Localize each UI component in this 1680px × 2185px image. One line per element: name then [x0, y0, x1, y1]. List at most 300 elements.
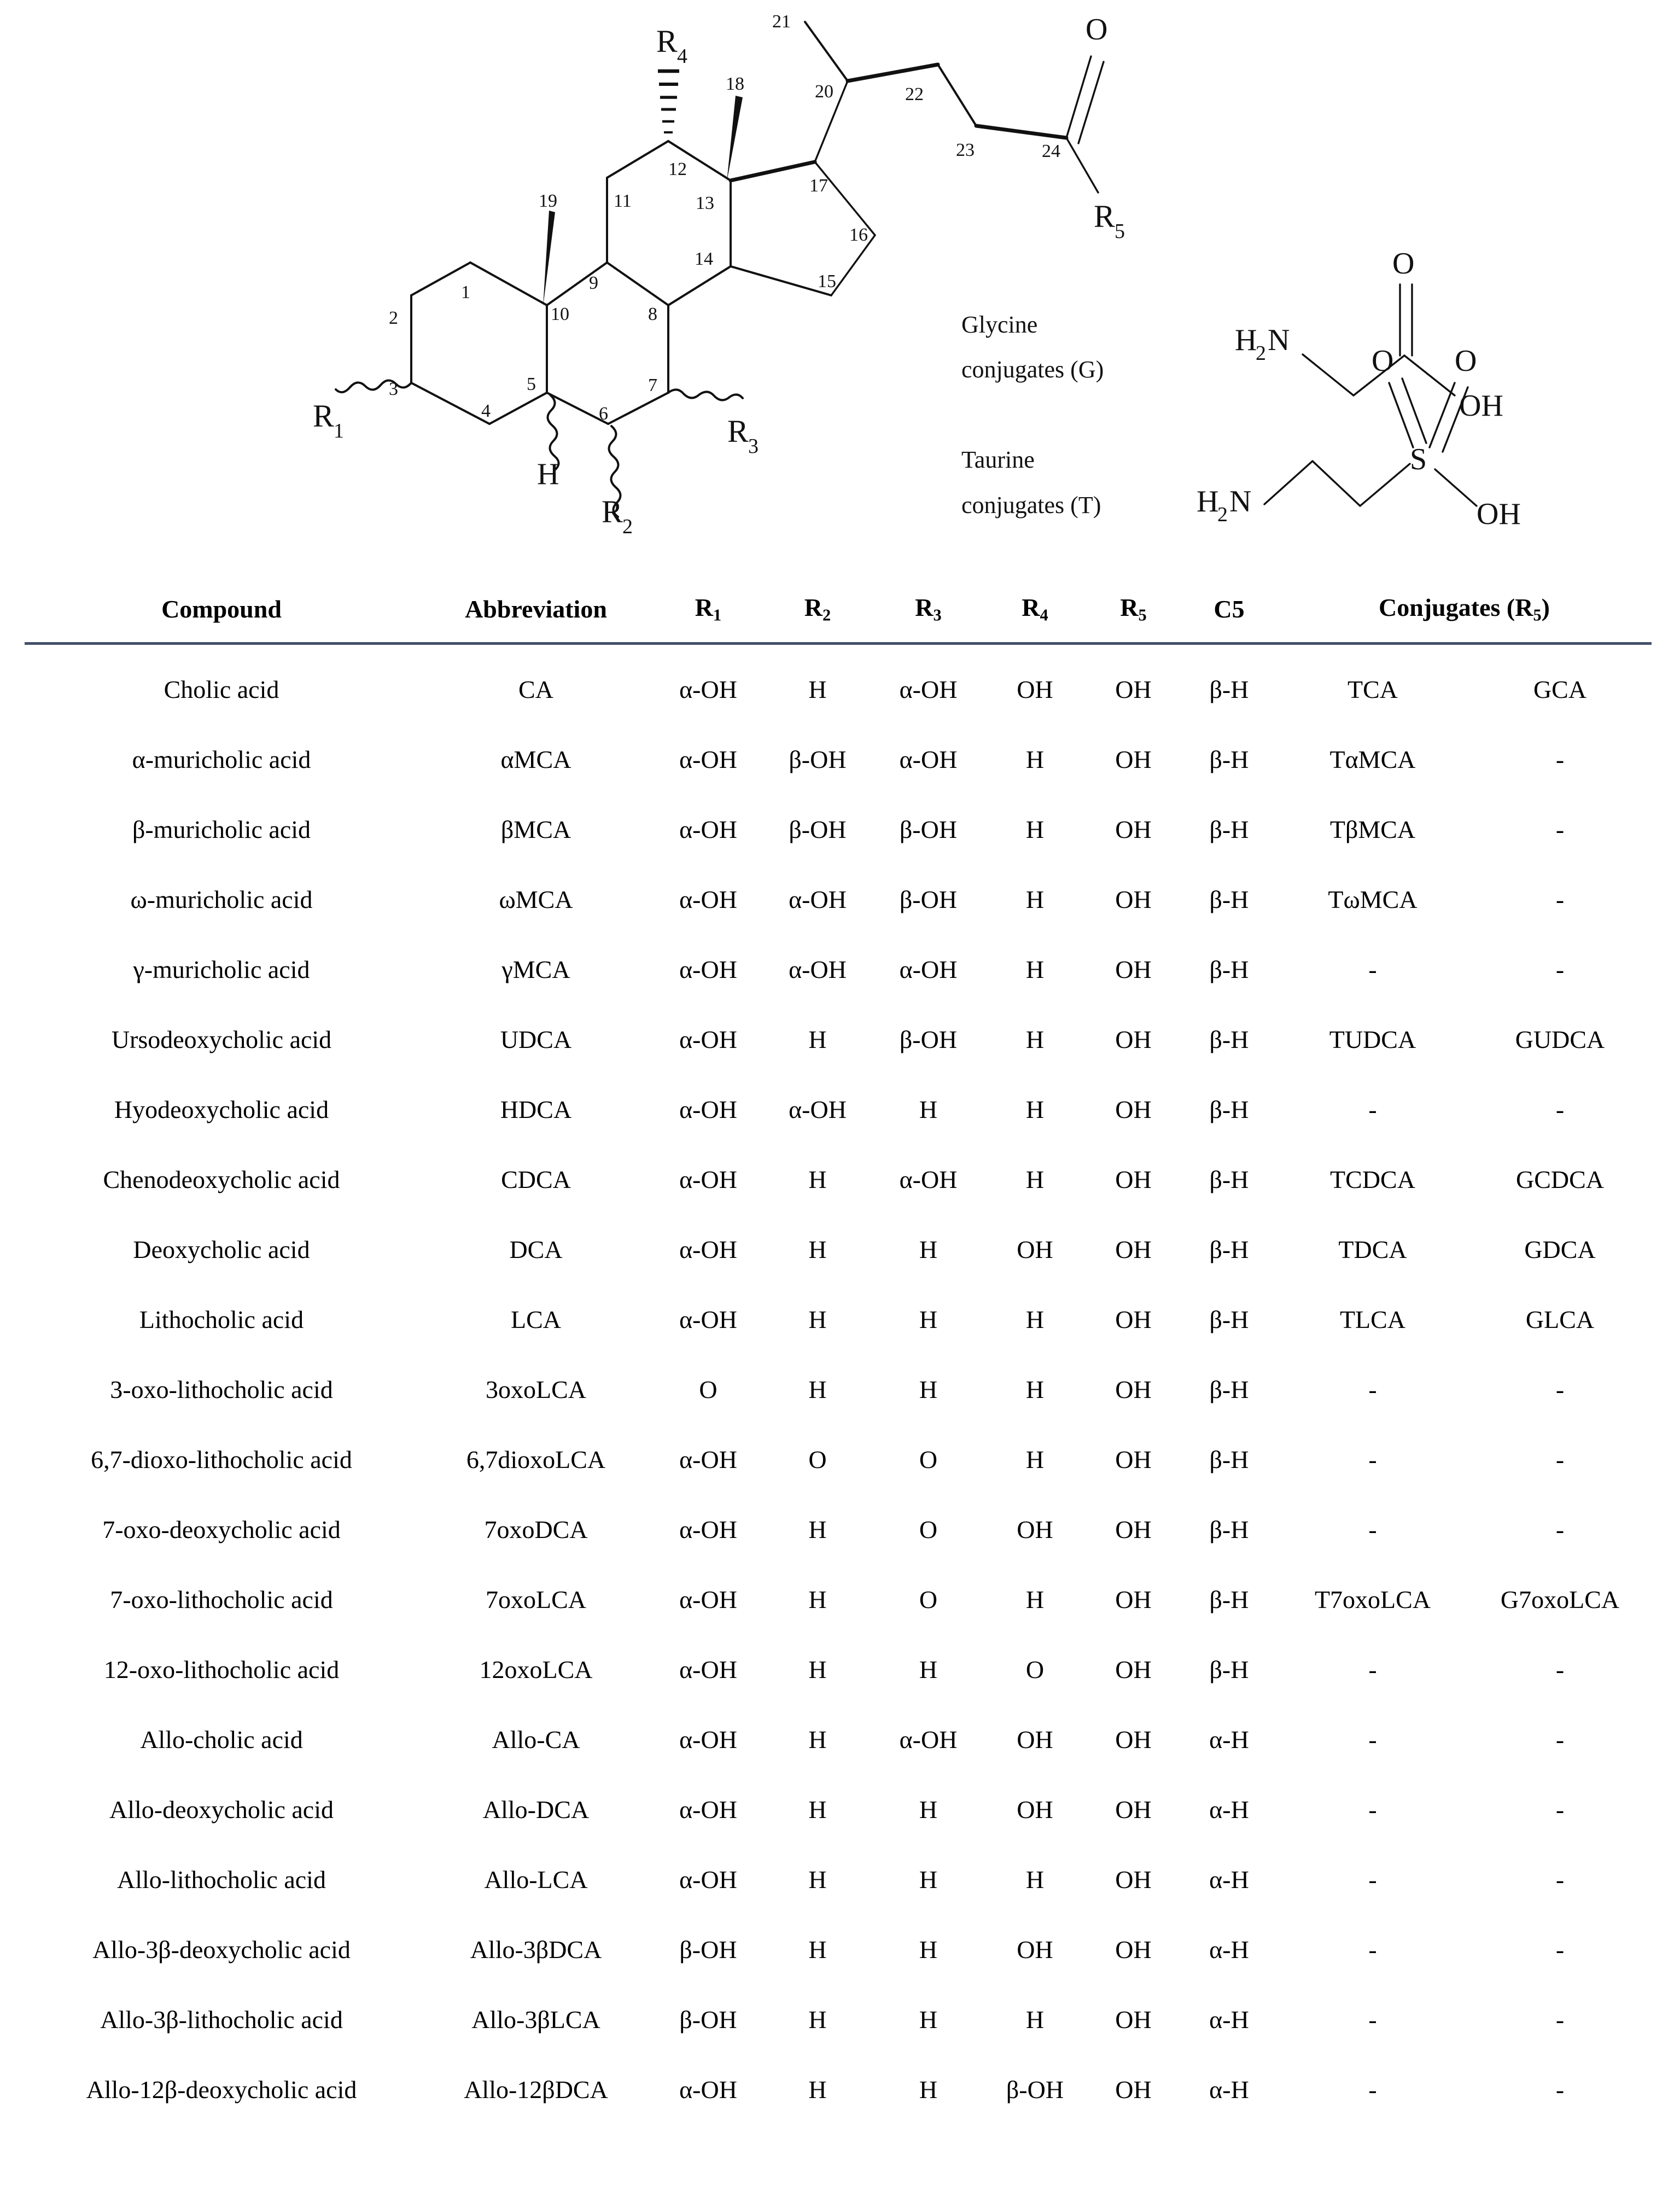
table-row: [25, 865, 1652, 935]
cell-r1: α-OH: [679, 885, 737, 913]
cell-r3: H: [919, 1375, 938, 1403]
cell-c5: β-H: [1209, 815, 1249, 843]
column-header-r5: [1086, 580, 1181, 644]
side-chain: [805, 22, 1104, 193]
glycine-n-atom: N: [1268, 323, 1290, 357]
cell-abbreviation: Allo-LCA: [484, 1865, 588, 1893]
cell-compound: 7-oxo-lithocholic acid: [110, 1585, 333, 1613]
cell-compound: Deoxycholic acid: [133, 1235, 310, 1263]
cell-c5: β-H: [1209, 1025, 1249, 1053]
taurine-n-atom: N: [1229, 485, 1252, 518]
cell-r1: α-OH: [679, 1655, 737, 1683]
taurine-o-atom-2: O: [1455, 344, 1477, 378]
cell-g-conjugate: -: [1555, 1095, 1565, 1123]
cell-abbreviation: 7oxoLCA: [486, 1585, 586, 1613]
r2-header-sub: 2: [822, 605, 831, 625]
cell-r2: H: [808, 2005, 827, 2033]
taurine-label-line1: Taurine: [961, 446, 1035, 473]
cell-compound: β-muricholic acid: [132, 815, 311, 843]
cell-r2: H: [808, 1165, 827, 1193]
cell-compound: 6,7-dioxo-lithocholic acid: [91, 1445, 352, 1473]
table-row: [25, 1705, 1652, 1775]
cell-abbreviation: Allo-CA: [492, 1725, 580, 1753]
table-body: [25, 644, 1652, 2125]
cell-r4: OH: [1017, 1235, 1053, 1263]
cell-r3: H: [919, 1305, 938, 1333]
cell-g-conjugate: -: [1555, 2075, 1565, 2104]
table-row: [25, 1425, 1652, 1495]
carbon-label-22: 22: [905, 84, 924, 104]
taurine-s-atom: S: [1410, 442, 1427, 476]
cell-r3: α-OH: [899, 1165, 958, 1193]
cell-g-conjugate: GCA: [1533, 675, 1587, 703]
r5-letter: R: [1094, 199, 1115, 234]
r2-letter: R: [602, 494, 623, 529]
taurine-h2-subscript: 2: [1217, 503, 1228, 526]
cell-compound: Allo-12β-deoxycholic acid: [86, 2075, 357, 2104]
cell-r5: OH: [1115, 955, 1152, 983]
ring-a: [411, 263, 547, 424]
cell-r2: H: [808, 1865, 827, 1893]
table-header-row: [25, 580, 1652, 644]
column-header-c5: C5: [1214, 595, 1245, 623]
cell-compound: 12-oxo-lithocholic acid: [103, 1655, 340, 1683]
cell-t-conjugate: -: [1368, 955, 1377, 983]
r4-header-sub: 4: [1040, 605, 1048, 625]
cell-abbreviation: 3oxoLCA: [486, 1375, 586, 1403]
cell-t-conjugate: -: [1368, 1445, 1377, 1473]
carbon-label-5: 5: [527, 374, 536, 394]
cell-r2: α-OH: [789, 955, 847, 983]
cell-r1: α-OH: [679, 1165, 737, 1193]
table-row: [25, 935, 1652, 1005]
glycine-label-line1: Glycine: [961, 311, 1038, 338]
table-row: [25, 1635, 1652, 1705]
cell-compound: Lithocholic acid: [139, 1305, 304, 1333]
r3-header-letter: R: [915, 593, 934, 621]
carbon-label-9: 9: [589, 273, 598, 293]
cell-r3: β-OH: [899, 885, 958, 913]
cell-g-conjugate: GDCA: [1524, 1235, 1596, 1263]
cell-compound: ω-muricholic acid: [130, 885, 313, 913]
table-row: [25, 725, 1652, 795]
carbon-label-24: 24: [1042, 141, 1060, 161]
cell-r5: OH: [1115, 2075, 1152, 2104]
cell-t-conjugate: -: [1368, 1375, 1377, 1403]
cell-abbreviation: Allo-3βLCA: [471, 2005, 600, 2033]
cell-compound: Allo-lithocholic acid: [117, 1865, 326, 1893]
cell-r4: H: [1025, 1095, 1045, 1123]
taurine-o-atom-1: O: [1372, 344, 1394, 378]
cell-t-conjugate: -: [1368, 1865, 1377, 1893]
cell-r5: OH: [1115, 1095, 1152, 1123]
cell-abbreviation: HDCA: [500, 1095, 572, 1123]
cell-r2: O: [808, 1445, 827, 1473]
cell-r1: α-OH: [679, 1025, 737, 1053]
bile-acid-skeleton-svg: [0, 0, 1680, 574]
c18-wedge-bond: [727, 96, 743, 182]
structure-diagram-region: [0, 0, 1680, 574]
cell-r1: α-OH: [679, 1515, 737, 1543]
cell-compound: Chenodeoxycholic acid: [103, 1165, 340, 1193]
cell-r1: α-OH: [679, 1235, 737, 1263]
c12-r4-hashed-bond: [658, 71, 679, 132]
cell-r5: OH: [1115, 675, 1152, 703]
cell-r1: α-OH: [679, 1865, 737, 1893]
cell-t-conjugate: TωMCA: [1328, 885, 1418, 913]
table-header: [25, 580, 1652, 644]
glycine-label-line2: conjugates (G): [961, 356, 1104, 383]
r1-subscript: 1: [334, 419, 344, 442]
cell-c5: β-H: [1209, 955, 1249, 983]
carbon-label-3: 3: [389, 379, 398, 399]
taurine-h-atom: H: [1197, 485, 1219, 518]
cell-r3: β-OH: [899, 815, 958, 843]
cell-abbreviation: αMCA: [500, 745, 571, 773]
cell-compound: 3-oxo-lithocholic acid: [110, 1375, 333, 1403]
column-header-conjugates: [1277, 580, 1652, 644]
carbon-label-20: 20: [815, 81, 833, 102]
cell-c5: β-H: [1209, 745, 1249, 773]
cell-c5: β-H: [1209, 1585, 1249, 1613]
cell-r3: α-OH: [899, 955, 958, 983]
cell-r4: β-OH: [1006, 2075, 1064, 2104]
cell-abbreviation: UDCA: [500, 1025, 572, 1053]
cell-r3: H: [919, 2005, 938, 2033]
cell-r3: O: [919, 1585, 938, 1613]
r1-wavy-bond: [336, 380, 411, 392]
cell-r3: H: [919, 1935, 938, 1963]
c5-hydrogen-label: H: [537, 457, 559, 491]
cell-abbreviation: CDCA: [501, 1165, 571, 1193]
cell-r2: H: [808, 1585, 827, 1613]
cell-c5: α-H: [1209, 1865, 1249, 1893]
cell-r1: O: [699, 1375, 718, 1403]
cell-c5: β-H: [1209, 1235, 1249, 1263]
cell-r5: OH: [1115, 1585, 1152, 1613]
cell-r5: OH: [1115, 1445, 1152, 1473]
table-row: [25, 1985, 1652, 2055]
cell-compound: 7-oxo-deoxycholic acid: [102, 1515, 341, 1543]
cell-r4: H: [1025, 885, 1045, 913]
label-r3: [727, 413, 759, 458]
cell-r4: H: [1025, 955, 1045, 983]
cell-r4: H: [1025, 1025, 1045, 1053]
cell-t-conjugate: -: [1368, 1935, 1377, 1963]
cell-t-conjugate: -: [1368, 2075, 1377, 2104]
carbon-label-21: 21: [772, 11, 791, 32]
r1-letter: R: [313, 398, 334, 434]
table-row: [25, 1845, 1652, 1915]
table-row: [25, 2055, 1652, 2125]
cell-r2: H: [808, 675, 827, 703]
cell-r4: OH: [1017, 1935, 1053, 1963]
cell-g-conjugate: GCDCA: [1515, 1165, 1605, 1193]
cell-r2: α-OH: [789, 885, 847, 913]
carbon-label-8: 8: [648, 304, 657, 324]
carbon-label-14: 14: [695, 249, 713, 269]
column-header-compound: Compound: [161, 595, 282, 623]
cell-c5: β-H: [1209, 1375, 1249, 1403]
r3-subscript: 3: [748, 435, 759, 458]
cell-compound: Allo-cholic acid: [140, 1725, 303, 1753]
cell-r3: α-OH: [899, 1725, 958, 1753]
taurine-amine-label: [1197, 485, 1251, 526]
cell-r3: β-OH: [899, 1025, 958, 1053]
table-row: [25, 1005, 1652, 1075]
carbon-label-18: 18: [726, 74, 744, 94]
cell-c5: α-H: [1209, 1795, 1249, 1823]
cell-r4: H: [1025, 1375, 1045, 1403]
cell-r1: α-OH: [679, 2075, 737, 2104]
cell-r5: OH: [1115, 745, 1152, 773]
cell-r2: H: [808, 1515, 827, 1543]
label-r2: [602, 494, 633, 538]
cell-r2: H: [808, 1655, 827, 1683]
cell-t-conjugate: -: [1368, 1655, 1377, 1683]
cell-compound: Ursodeoxycholic acid: [111, 1025, 332, 1053]
cell-compound: Allo-3β-lithocholic acid: [100, 2005, 343, 2033]
r4-letter: R: [656, 24, 678, 59]
carbonyl-oxygen-label: O: [1086, 13, 1108, 46]
cell-r4: H: [1025, 1165, 1045, 1193]
column-header-r4: [984, 580, 1086, 644]
cell-t-conjugate: TβMCA: [1329, 815, 1416, 843]
carbon-label-17: 17: [809, 176, 828, 196]
cell-r4: OH: [1017, 1515, 1053, 1543]
cell-t-conjugate: -: [1368, 2005, 1377, 2033]
cell-abbreviation: CA: [518, 675, 553, 703]
cell-r4: H: [1025, 1305, 1045, 1333]
cell-c5: β-H: [1209, 885, 1249, 913]
cell-g-conjugate: -: [1555, 1515, 1565, 1543]
carbon-label-7: 7: [648, 375, 657, 395]
cell-r2: H: [808, 1935, 827, 1963]
table-row: [25, 644, 1652, 725]
cell-compound: Allo-deoxycholic acid: [109, 1795, 334, 1823]
conjugates-header-text: Conjugates (R: [1379, 593, 1533, 621]
cell-abbreviation: 6,7dioxoLCA: [466, 1445, 606, 1473]
cell-r5: OH: [1115, 885, 1152, 913]
cell-t-conjugate: -: [1368, 1515, 1377, 1543]
cell-abbreviation: βMCA: [500, 815, 571, 843]
cell-r1: α-OH: [679, 1585, 737, 1613]
glycine-carbonyl-o-atom: O: [1392, 247, 1415, 281]
r1-header-sub: 1: [713, 605, 722, 625]
cell-r2: H: [808, 1375, 827, 1403]
cell-r1: α-OH: [679, 815, 737, 843]
cell-r3: α-OH: [899, 745, 958, 773]
cell-c5: β-H: [1209, 675, 1249, 703]
cell-g-conjugate: -: [1555, 1375, 1565, 1403]
carbon-label-4: 4: [481, 401, 491, 421]
cell-r3: H: [919, 1795, 938, 1823]
cell-abbreviation: LCA: [511, 1305, 561, 1333]
table-row: [25, 1775, 1652, 1845]
carbon-label-12: 12: [668, 159, 687, 179]
carbon-label-16: 16: [849, 225, 868, 245]
table-row: [25, 1495, 1652, 1565]
carbon-label-6: 6: [599, 404, 608, 424]
cell-r5: OH: [1115, 1935, 1152, 1963]
cell-r5: OH: [1115, 1235, 1152, 1263]
taurine-label-line2: conjugates (T): [961, 492, 1101, 518]
r3-header-sub: 3: [933, 605, 942, 625]
carbon-label-11: 11: [614, 191, 632, 211]
cell-c5: β-H: [1209, 1655, 1249, 1683]
cell-t-conjugate: T7oxoLCA: [1314, 1585, 1431, 1613]
table-row: [25, 1355, 1652, 1425]
table-row: [25, 1285, 1652, 1355]
carbon-label-23: 23: [956, 140, 975, 160]
cell-g-conjugate: -: [1555, 1445, 1565, 1473]
cell-r2: H: [808, 1725, 827, 1753]
cell-r3: H: [919, 1095, 938, 1123]
cell-r5: OH: [1115, 1655, 1152, 1683]
glycine-amine-label: [1235, 323, 1290, 365]
cell-r2: H: [808, 1025, 827, 1053]
cell-r2: β-OH: [789, 745, 847, 773]
cell-abbreviation: Allo-DCA: [482, 1795, 590, 1823]
cell-g-conjugate: -: [1555, 885, 1565, 913]
cell-r1: α-OH: [679, 1795, 737, 1823]
cell-g-conjugate: -: [1555, 1795, 1565, 1823]
r5-header-letter: R: [1120, 593, 1139, 621]
cell-g-conjugate: -: [1555, 2005, 1565, 2033]
cell-g-conjugate: -: [1555, 1725, 1565, 1753]
cell-r3: H: [919, 1865, 938, 1893]
cell-abbreviation: Allo-3βDCA: [470, 1935, 602, 1963]
table-row: [25, 1915, 1652, 1985]
r3-letter: R: [727, 413, 749, 449]
cell-r3: H: [919, 1235, 938, 1263]
glycine-conjugate-group: [961, 247, 1503, 423]
cell-r4: OH: [1017, 1795, 1053, 1823]
cell-t-conjugate: -: [1368, 1095, 1377, 1123]
carbon-label-10: 10: [551, 304, 569, 324]
cell-r5: OH: [1115, 815, 1152, 843]
cell-r5: OH: [1115, 1795, 1152, 1823]
r2-header-letter: R: [804, 593, 823, 621]
cell-r2: H: [808, 1795, 827, 1823]
cell-r1: α-OH: [679, 955, 737, 983]
cell-g-conjugate: GLCA: [1525, 1305, 1595, 1333]
cell-g-conjugate: -: [1555, 1935, 1565, 1963]
cell-r4: H: [1025, 2005, 1045, 2033]
cell-g-conjugate: -: [1555, 815, 1565, 843]
glycine-oh-atom: OH: [1459, 389, 1503, 423]
cell-t-conjugate: TαMCA: [1329, 745, 1416, 773]
cell-t-conjugate: TCDCA: [1330, 1165, 1415, 1193]
cell-r4: OH: [1017, 675, 1053, 703]
r1-header-letter: R: [695, 593, 714, 621]
cell-t-conjugate: -: [1368, 1795, 1377, 1823]
table-row: [25, 795, 1652, 865]
table-row: [25, 1215, 1652, 1285]
cell-t-conjugate: TLCA: [1339, 1305, 1406, 1333]
r4-subscript: 4: [677, 45, 687, 68]
cell-r5: OH: [1115, 1725, 1152, 1753]
cell-c5: α-H: [1209, 1935, 1249, 1963]
cell-g-conjugate: GUDCA: [1515, 1025, 1605, 1053]
carbon-label-13: 13: [696, 193, 714, 213]
cell-c5: α-H: [1209, 2075, 1249, 2104]
cell-abbreviation: γMCA: [501, 955, 570, 983]
cell-abbreviation: 12oxoLCA: [479, 1655, 593, 1683]
cell-r5: OH: [1115, 1165, 1152, 1193]
cell-r3: O: [919, 1515, 938, 1543]
carbon-label-15: 15: [818, 271, 836, 292]
cell-compound: Allo-3β-deoxycholic acid: [92, 1935, 351, 1963]
cell-r2: α-OH: [789, 1095, 847, 1123]
cell-t-conjugate: TCA: [1348, 675, 1398, 703]
label-r5: [1094, 199, 1125, 243]
cell-r1: α-OH: [679, 745, 737, 773]
cell-r2: H: [808, 1235, 827, 1263]
column-header-r1: [654, 580, 763, 644]
taurine-oh-atom: OH: [1477, 497, 1521, 531]
cell-r2: H: [808, 1305, 827, 1333]
cell-r1: β-OH: [679, 2005, 737, 2033]
r3-wavy-bond: [668, 389, 743, 400]
cell-c5: β-H: [1209, 1165, 1249, 1193]
cell-r4: H: [1025, 1585, 1045, 1613]
carbon-label-2: 2: [389, 308, 398, 328]
label-r4: [656, 24, 687, 68]
cell-c5: β-H: [1209, 1305, 1249, 1333]
cell-g-conjugate: -: [1555, 745, 1565, 773]
cell-r1: α-OH: [679, 1095, 737, 1123]
cell-r1: β-OH: [679, 1935, 737, 1963]
glycine-h-atom: H: [1235, 323, 1257, 357]
cell-g-conjugate: -: [1555, 955, 1565, 983]
cell-c5: β-H: [1209, 1095, 1249, 1123]
cell-r4: H: [1025, 1445, 1045, 1473]
cell-r2: β-OH: [789, 815, 847, 843]
table-row: [25, 1075, 1652, 1145]
cell-c5: α-H: [1209, 1725, 1249, 1753]
cell-t-conjugate: TUDCA: [1329, 1025, 1416, 1053]
cell-compound: Hyodeoxycholic acid: [114, 1095, 329, 1123]
cell-r2: H: [808, 2075, 827, 2104]
cell-r4: OH: [1017, 1725, 1053, 1753]
table-row: [25, 1565, 1652, 1635]
column-header-r3: [872, 580, 984, 644]
c19-wedge-bond: [543, 211, 555, 306]
cell-c5: β-H: [1209, 1515, 1249, 1543]
glycine-h2-subscript: 2: [1256, 342, 1266, 365]
cell-r4: H: [1025, 1865, 1045, 1893]
cell-t-conjugate: -: [1368, 1725, 1377, 1753]
cell-compound: γ-muricholic acid: [133, 955, 310, 983]
conjugates-header-sub: 5: [1533, 605, 1542, 625]
cell-compound: Cholic acid: [164, 675, 279, 703]
cell-t-conjugate: TDCA: [1338, 1235, 1407, 1263]
ring-b: [547, 263, 668, 424]
r5-subscript: 5: [1115, 220, 1125, 243]
cell-r5: OH: [1115, 2005, 1152, 2033]
cell-compound: α-muricholic acid: [132, 745, 311, 773]
label-r1: [313, 398, 344, 442]
cell-r3: H: [919, 1655, 938, 1683]
bile-acid-table-wrapper: [25, 580, 1652, 2125]
cell-r4: H: [1025, 745, 1045, 773]
cell-r1: α-OH: [679, 1445, 737, 1473]
r5-header-sub: 5: [1138, 605, 1147, 625]
cell-abbreviation: 7oxoDCA: [484, 1515, 588, 1543]
cell-r3: O: [919, 1445, 938, 1473]
cell-r5: OH: [1115, 1305, 1152, 1333]
